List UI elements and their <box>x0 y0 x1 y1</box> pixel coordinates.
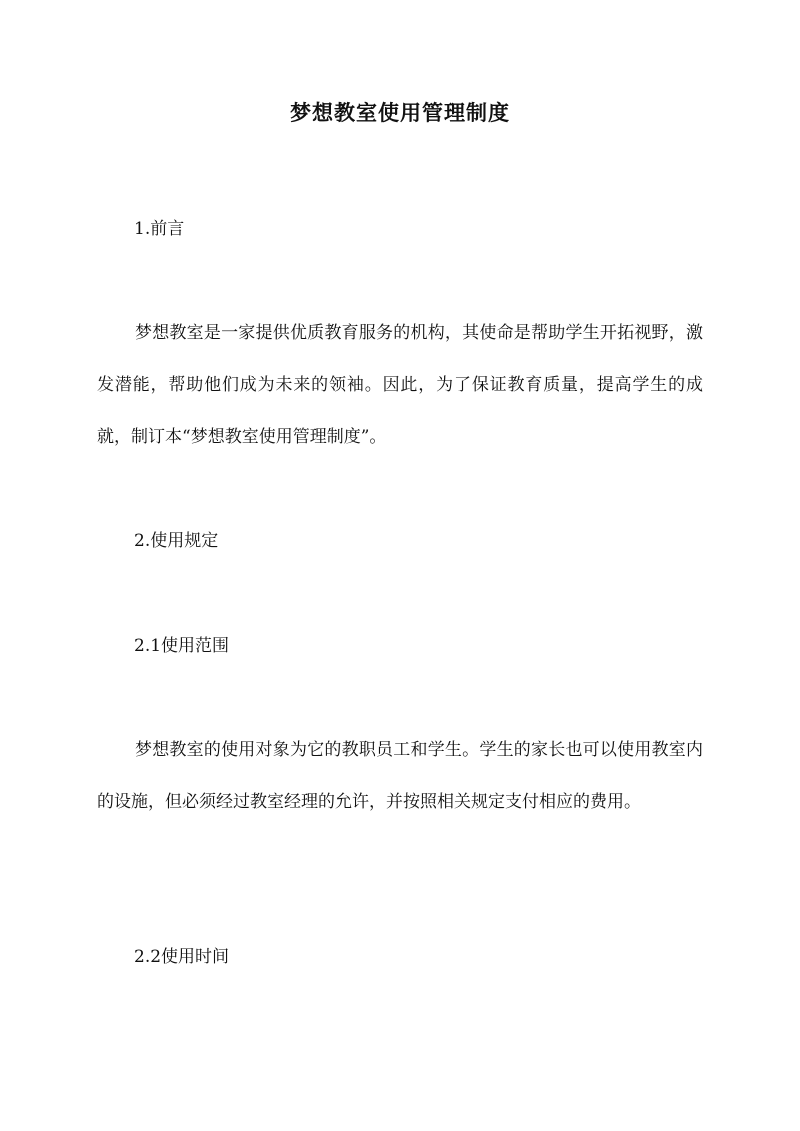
paragraph-usage-scope: 梦想教室的使用对象为它的教职员工和学生。学生的家长也可以使用教室内的设施，但必须经过教室经理的允许，并按照相关规定支付相应的费用。 <box>97 740 703 812</box>
section-heading-preface: 1.前言 <box>134 219 185 239</box>
section-heading-usage-scope: 2.1使用范围 <box>134 636 230 656</box>
document-title: 梦想教室使用管理制度 <box>290 100 510 125</box>
paragraph-preface: 梦想教室是一家提供优质教育服务的机构，其使命是帮助学生开拓视野，激发潜能，帮助他们成为未来的领袖。因此，为了保证教育质量，提高学生的成就，制订本“梦想教室使用管理制度”。 <box>97 323 703 447</box>
section-heading-usage-time: 2.2使用时间 <box>134 947 230 967</box>
section-heading-usage-rules: 2.使用规定 <box>134 531 219 551</box>
